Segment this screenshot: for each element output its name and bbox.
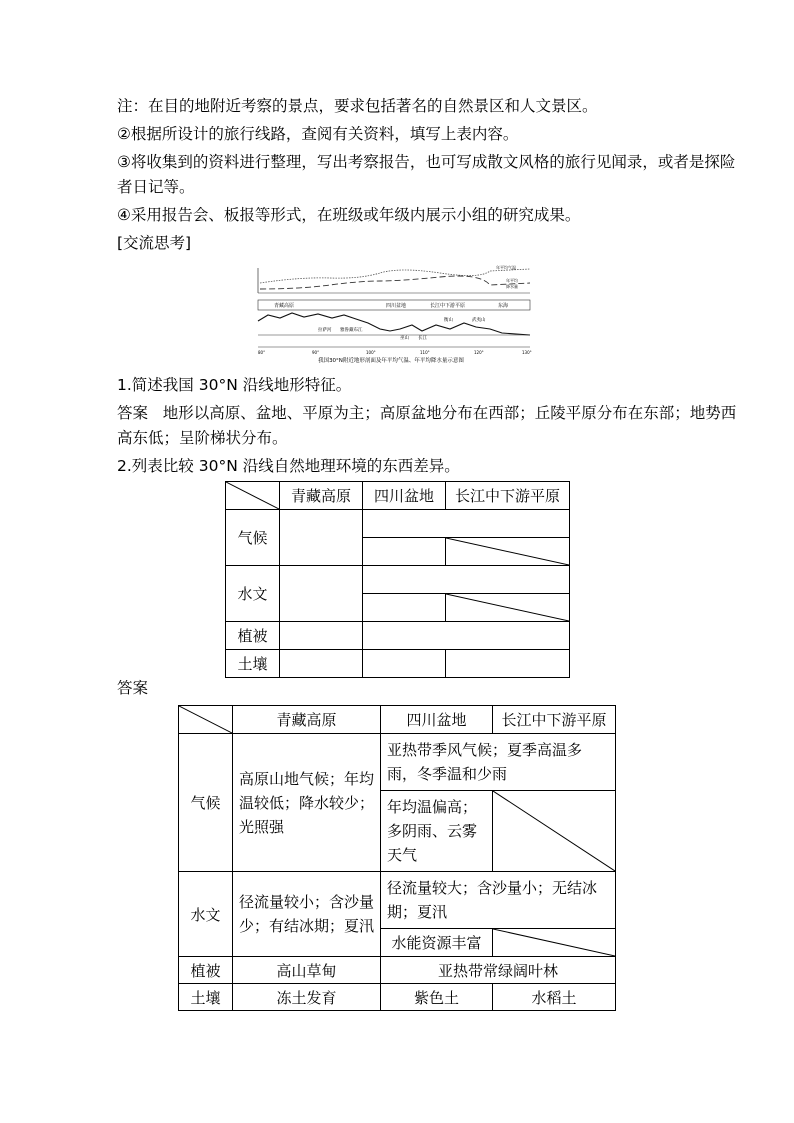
climate-shared-cell: 亚热带季风气候；夏季高温多雨，冬季温和少雨 [381,734,616,791]
place-changjiang: 长江 [418,336,427,341]
col-header-sc: 四川盆地 [363,482,446,510]
row-header-vegetation: 植被 [226,622,280,650]
step3-paragraph-cont: 者日记等。 [117,178,195,196]
blank-cell [363,510,570,538]
climate-sc-cell: 年均温偏高；多阴雨、云雾天气 [381,791,493,872]
place-lhasa-river: 拉萨河 [318,328,332,333]
blank-comparison-table [225,481,570,678]
q1-answer-line1 [117,403,736,423]
col-header-qz: 青藏高原 [280,482,363,510]
region-yangtze: 长江中下游平原 [430,303,466,309]
blank-cell [363,594,446,622]
row-header-vegetation: 植被 [179,957,233,984]
blank-cell [280,622,363,650]
region-east-sea: 东海 [498,303,509,309]
hydro-shared-cell: 径流量较大；含沙量小；无结冰期；夏汛 [381,872,616,929]
blank-cell [280,650,363,678]
blank-cell [363,566,570,594]
step3-paragraph: ③将收集到的资料进行整理，写出考察报告，也可写成散文风格的旅行见闻录，或者是探险 [117,153,736,171]
diagonal-cell [446,594,570,622]
soil-cj-cell: 水稻土 [493,984,616,1011]
terrain-profile-svg [240,263,542,365]
row-header-hydrology: 水文 [179,872,233,957]
place-wuyishan: 武夷山 [472,318,486,323]
step2-paragraph: ②根据所设计的旅行线路，查阅有关资料，填写上表内容。 [117,125,519,143]
x-tick-100: 100° [366,350,376,355]
veg-shared-cell: 亚热带常绿阔叶林 [381,957,616,984]
q1-answer-label: 答案 [117,404,149,422]
x-tick-90: 90° [312,350,320,355]
x-tick-130: 130° [522,350,532,355]
blank-cell [280,510,363,566]
climate-qz-cell: 高原山地气候；年均温较低；降水较少；光照强 [233,734,381,872]
blank-cell [446,650,570,678]
corner-cell [226,482,280,510]
col-header-cj: 长江中下游平原 [446,482,570,510]
place-hengshan: 衡山 [444,318,453,323]
q1-answer-text: 地形以高原、盆地、平原为主；高原盆地分布在西部；丘陵平原分布在东部；地势西 [162,404,737,422]
x-tick-80: 80° [258,350,266,355]
row-header-climate: 气候 [226,510,280,566]
figure-caption: 我国30°N附近地形剖面及年平均气温、年平均降水量示意图 [318,358,464,364]
col-header-sc: 四川盆地 [381,706,493,734]
hydro-qz-cell: 径流量较小；含沙量少；有结冰期；夏汛 [233,872,381,957]
q1-question: 1.简述我国 30°N 沿线地形特征。 [117,376,352,394]
legend-precip-a: 年平均 [506,278,518,283]
blank-cell [363,650,446,678]
place-yarlung: 雅鲁藏布江 [340,328,363,333]
x-tick-120: 120° [474,350,484,355]
col-header-cj: 长江中下游平原 [493,706,616,734]
hydro-sc-cell: 水能资源丰富 [381,929,493,957]
row-header-soil: 土壤 [226,650,280,678]
diagonal-cell [493,791,616,872]
veg-qz-cell: 高山草甸 [233,957,381,984]
x-tick-110: 110° [420,350,430,355]
row-header-hydrology: 水文 [226,566,280,622]
blank-cell [280,566,363,622]
answer-comparison-table [178,705,616,1011]
soil-qz-cell: 冻土发育 [233,984,381,1011]
corner-cell [179,706,233,734]
row-header-climate: 气候 [179,734,233,872]
region-qinghai-tibet: 青藏高原 [274,303,295,309]
precipitation-line [260,276,530,289]
diagonal-cell [493,929,616,957]
col-header-qz: 青藏高原 [233,706,381,734]
blank-cell [363,538,446,566]
region-sichuan: 四川盆地 [386,303,407,309]
section-heading: [交流思考] [117,234,192,252]
q1-answer-line2: 高东低；呈阶梯状分布。 [117,429,288,447]
q2-answer-label: 答案 [117,679,149,697]
q2-question: 2.列表比较 30°N 沿线自然地理环境的东西差异。 [117,457,460,475]
soil-sc-cell: 紫色土 [381,984,493,1011]
terrain-profile-line [258,313,530,335]
row-header-soil: 土壤 [179,984,233,1011]
step4-paragraph: ④采用报告会、板报等形式，在班级或年级内展示小组的研究成果。 [117,206,581,224]
legend-precip-b: 降水量 [506,284,518,289]
place-wushan: 巫山 [400,336,409,341]
legend-temperature: 年平均气温 [496,265,516,270]
blank-cell [363,622,570,650]
diagonal-cell [446,538,570,566]
note-paragraph: 注：在目的地附近考察的景点，要求包括著名的自然景区和人文景区。 [117,97,598,115]
terrain-profile-figure [240,263,542,365]
